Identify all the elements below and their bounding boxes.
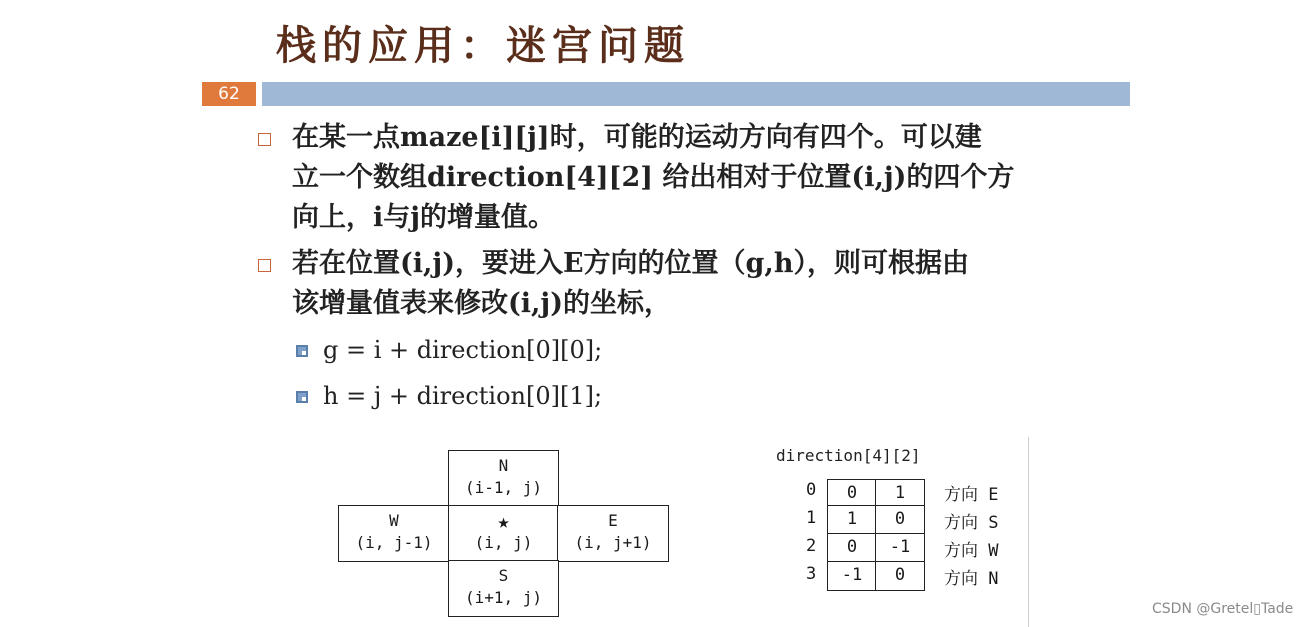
table-cell-dj: 0 xyxy=(875,505,925,535)
bullet-1-line-1: 在某一点maze[i][j]时，可能的运动方向有四个。可以建 xyxy=(292,122,982,153)
subbullet-2-text: h = j + direction[0][1]; xyxy=(323,382,603,410)
bullet-2-text xyxy=(292,244,1062,324)
bullet-2 xyxy=(258,244,1058,328)
bullet-2-line-1: 若在位置(i,j)，要进入E方向的位置（g,h），则可根据由 xyxy=(292,248,969,279)
table-row-label: 方向 W xyxy=(944,541,999,561)
bullet-1-text xyxy=(292,118,1062,238)
page-header-bar xyxy=(202,82,1130,106)
table-cell-dj: 0 xyxy=(875,561,925,591)
table-cell-di: -1 xyxy=(827,561,877,591)
subbullet-marker xyxy=(296,391,308,403)
grid-west-dir: W xyxy=(389,511,399,530)
grid-cell-east xyxy=(557,505,669,562)
bullet-1 xyxy=(258,118,1058,242)
bullet-1-line-3: 向上，i与j的增量值。 xyxy=(292,202,556,233)
table-row-label: 方向 N xyxy=(944,569,999,589)
table-cell-dj: -1 xyxy=(875,533,925,563)
table-cell-dj: 1 xyxy=(875,479,925,507)
table-row-label: 方向 S xyxy=(944,513,999,533)
grid-east-dir: E xyxy=(608,511,618,530)
grid-cell-north xyxy=(448,450,559,507)
grid-cell-south xyxy=(448,560,559,617)
table-row-index: 0 xyxy=(806,480,817,500)
grid-cell-center xyxy=(448,505,559,562)
grid-center-coord: (i, j) xyxy=(474,533,533,552)
grid-north-dir: N xyxy=(498,456,509,475)
bullet-marker xyxy=(258,133,271,146)
grid-west-coord: (i, j-1) xyxy=(355,533,433,552)
table-cell-di: 1 xyxy=(827,505,877,535)
table-row-index: 1 xyxy=(806,508,817,528)
grid-south-coord: (i+1, j) xyxy=(464,588,543,607)
table-row-index: 2 xyxy=(806,536,817,556)
bullet-1-line-2: 立一个数组direction[4][2] 给出相对于位置(i,j)的四个方 xyxy=(292,162,1015,193)
bullet-2-line-2: 该增量值表来修改(i,j)的坐标， xyxy=(292,288,671,319)
grid-north-coord: (i-1, j) xyxy=(464,478,543,497)
grid-south-dir: S xyxy=(498,566,509,585)
star-icon: ★ xyxy=(497,509,510,533)
table-cell-di: 0 xyxy=(827,479,877,507)
table-row-label: 方向 E xyxy=(944,485,999,505)
subbullet-marker xyxy=(296,345,308,357)
bullet-marker xyxy=(258,259,271,272)
subbullet-1-text: g = i + direction[0][0]; xyxy=(323,336,603,364)
page-number: 62 xyxy=(202,82,256,106)
divider xyxy=(1028,437,1029,627)
table-cell-di: 0 xyxy=(827,533,877,563)
slide-title: 栈的应用：迷宫问题 xyxy=(276,22,690,69)
grid-cell-west xyxy=(338,505,450,562)
direction-table-title: direction[4][2] xyxy=(776,446,921,465)
header-accent-bar xyxy=(262,82,1130,106)
watermark: CSDN @Gretel▯Tade xyxy=(1152,601,1294,617)
table-row-index: 3 xyxy=(806,564,817,584)
grid-east-coord: (i, j+1) xyxy=(574,533,652,552)
